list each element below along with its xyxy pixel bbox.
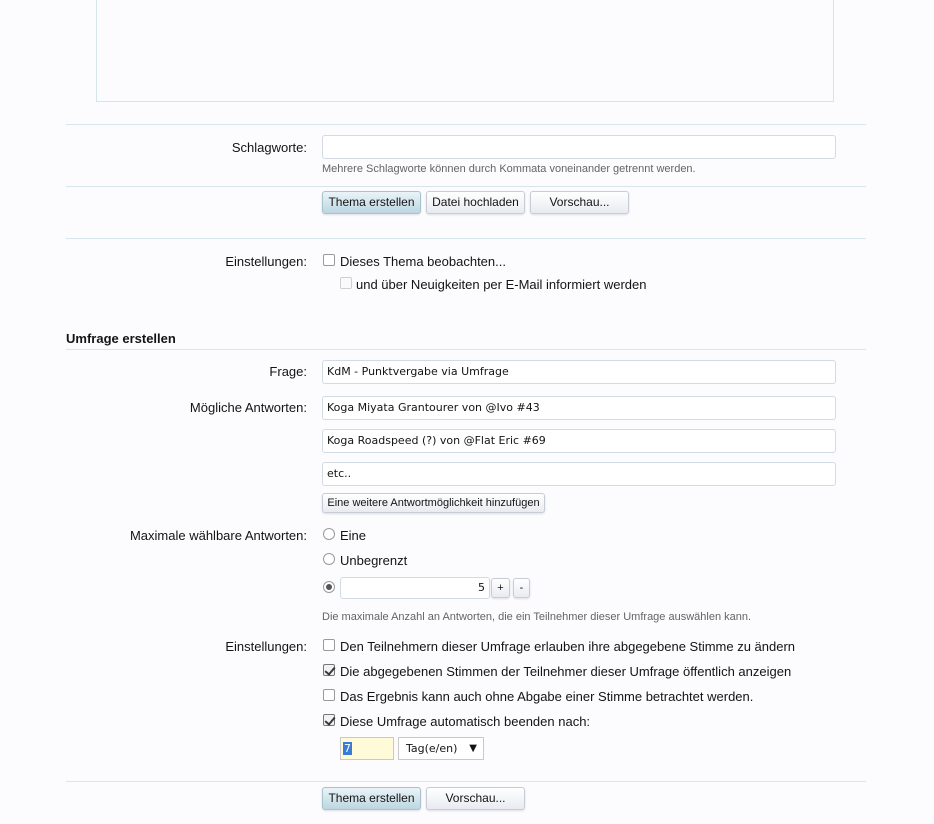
auto-close-unit-value: Tag(e/en) (406, 742, 458, 755)
auto-close-days-value: 7 (344, 742, 351, 755)
decrement-button[interactable]: - (513, 578, 530, 598)
add-answer-button[interactable]: Eine weitere Antwortmöglichkeit hinzufügen (322, 493, 545, 513)
max-one-radio[interactable] (323, 528, 335, 540)
create-thread-button-bottom[interactable]: Thema erstellen (322, 787, 421, 810)
poll-section-title: Umfrage erstellen (66, 331, 176, 346)
question-input[interactable]: KdM - Punktvergabe via Umfrage (322, 360, 836, 384)
watch-thread-label: Dieses Thema beobachten... (340, 254, 506, 269)
max-answers-input[interactable]: 5 (340, 577, 490, 599)
answers-label: Mögliche Antworten: (189, 400, 307, 415)
tags-input[interactable] (322, 135, 836, 159)
change-vote-checkbox[interactable] (323, 639, 335, 651)
answer-input-2[interactable]: Koga Roadspeed (?) von @Flat Eric #69 (322, 429, 836, 453)
settings-label: Einstellungen: (225, 254, 307, 269)
view-results-checkbox[interactable] (323, 689, 335, 701)
separator (66, 349, 866, 350)
max-answers-hint: Die maximale Anzahl an Antworten, die ein Teilnehmer dieser Umfrage auswählen kann. (322, 611, 752, 623)
max-custom-radio[interactable] (323, 581, 335, 593)
separator (66, 186, 866, 187)
preview-button-bottom[interactable]: Vorschau... (426, 787, 525, 810)
auto-close-unit-select[interactable] (398, 737, 484, 760)
change-vote-label: Den Teilnehmern dieser Umfrage erlauben ihre abgegebene Stimme zu ändern (340, 639, 796, 654)
message-editor[interactable] (96, 0, 834, 102)
poll-settings-label: Einstellungen: (225, 639, 307, 654)
separator (66, 238, 866, 239)
auto-close-days-input[interactable] (340, 737, 394, 760)
create-thread-button[interactable]: Thema erstellen (322, 191, 421, 214)
max-unlimited-radio[interactable] (323, 553, 335, 565)
max-answers-label: Maximale wählbare Antworten: (129, 528, 307, 543)
preview-button[interactable]: Vorschau... (530, 191, 629, 214)
question-label: Frage: (269, 364, 307, 379)
dropdown-arrow-icon: ▼ (469, 743, 477, 754)
email-notify-label: und über Neuigkeiten per E-Mail informiert werden (356, 277, 647, 292)
public-votes-label: Die abgegebenen Stimmen der Teilnehmer dieser Umfrage öffentlich anzeigen (340, 664, 792, 679)
upload-file-button[interactable]: Datei hochladen (426, 191, 525, 214)
increment-button[interactable]: + (491, 578, 510, 598)
answer-input-1[interactable]: Koga Miyata Grantourer von @Ivo #43 (322, 396, 836, 420)
email-notify-checkbox[interactable] (340, 277, 352, 289)
max-one-label: Eine (340, 528, 367, 543)
separator (66, 781, 866, 782)
auto-close-checkbox[interactable] (323, 714, 335, 726)
separator (66, 124, 866, 125)
tags-label: Schlagworte: (231, 140, 307, 155)
tags-hint: Mehrere Schlagworte können durch Kommata voneinander getrennt werden. (322, 163, 696, 175)
view-results-label: Das Ergebnis kann auch ohne Abgabe einer Stimme betrachtet werden. (340, 689, 754, 704)
max-unlimited-label: Unbegrenzt (340, 553, 408, 568)
watch-thread-checkbox[interactable] (323, 254, 335, 266)
public-votes-checkbox[interactable] (323, 664, 335, 676)
answer-input-3[interactable]: etc.. (322, 462, 836, 486)
auto-close-label: Diese Umfrage automatisch beenden nach: (340, 714, 591, 729)
